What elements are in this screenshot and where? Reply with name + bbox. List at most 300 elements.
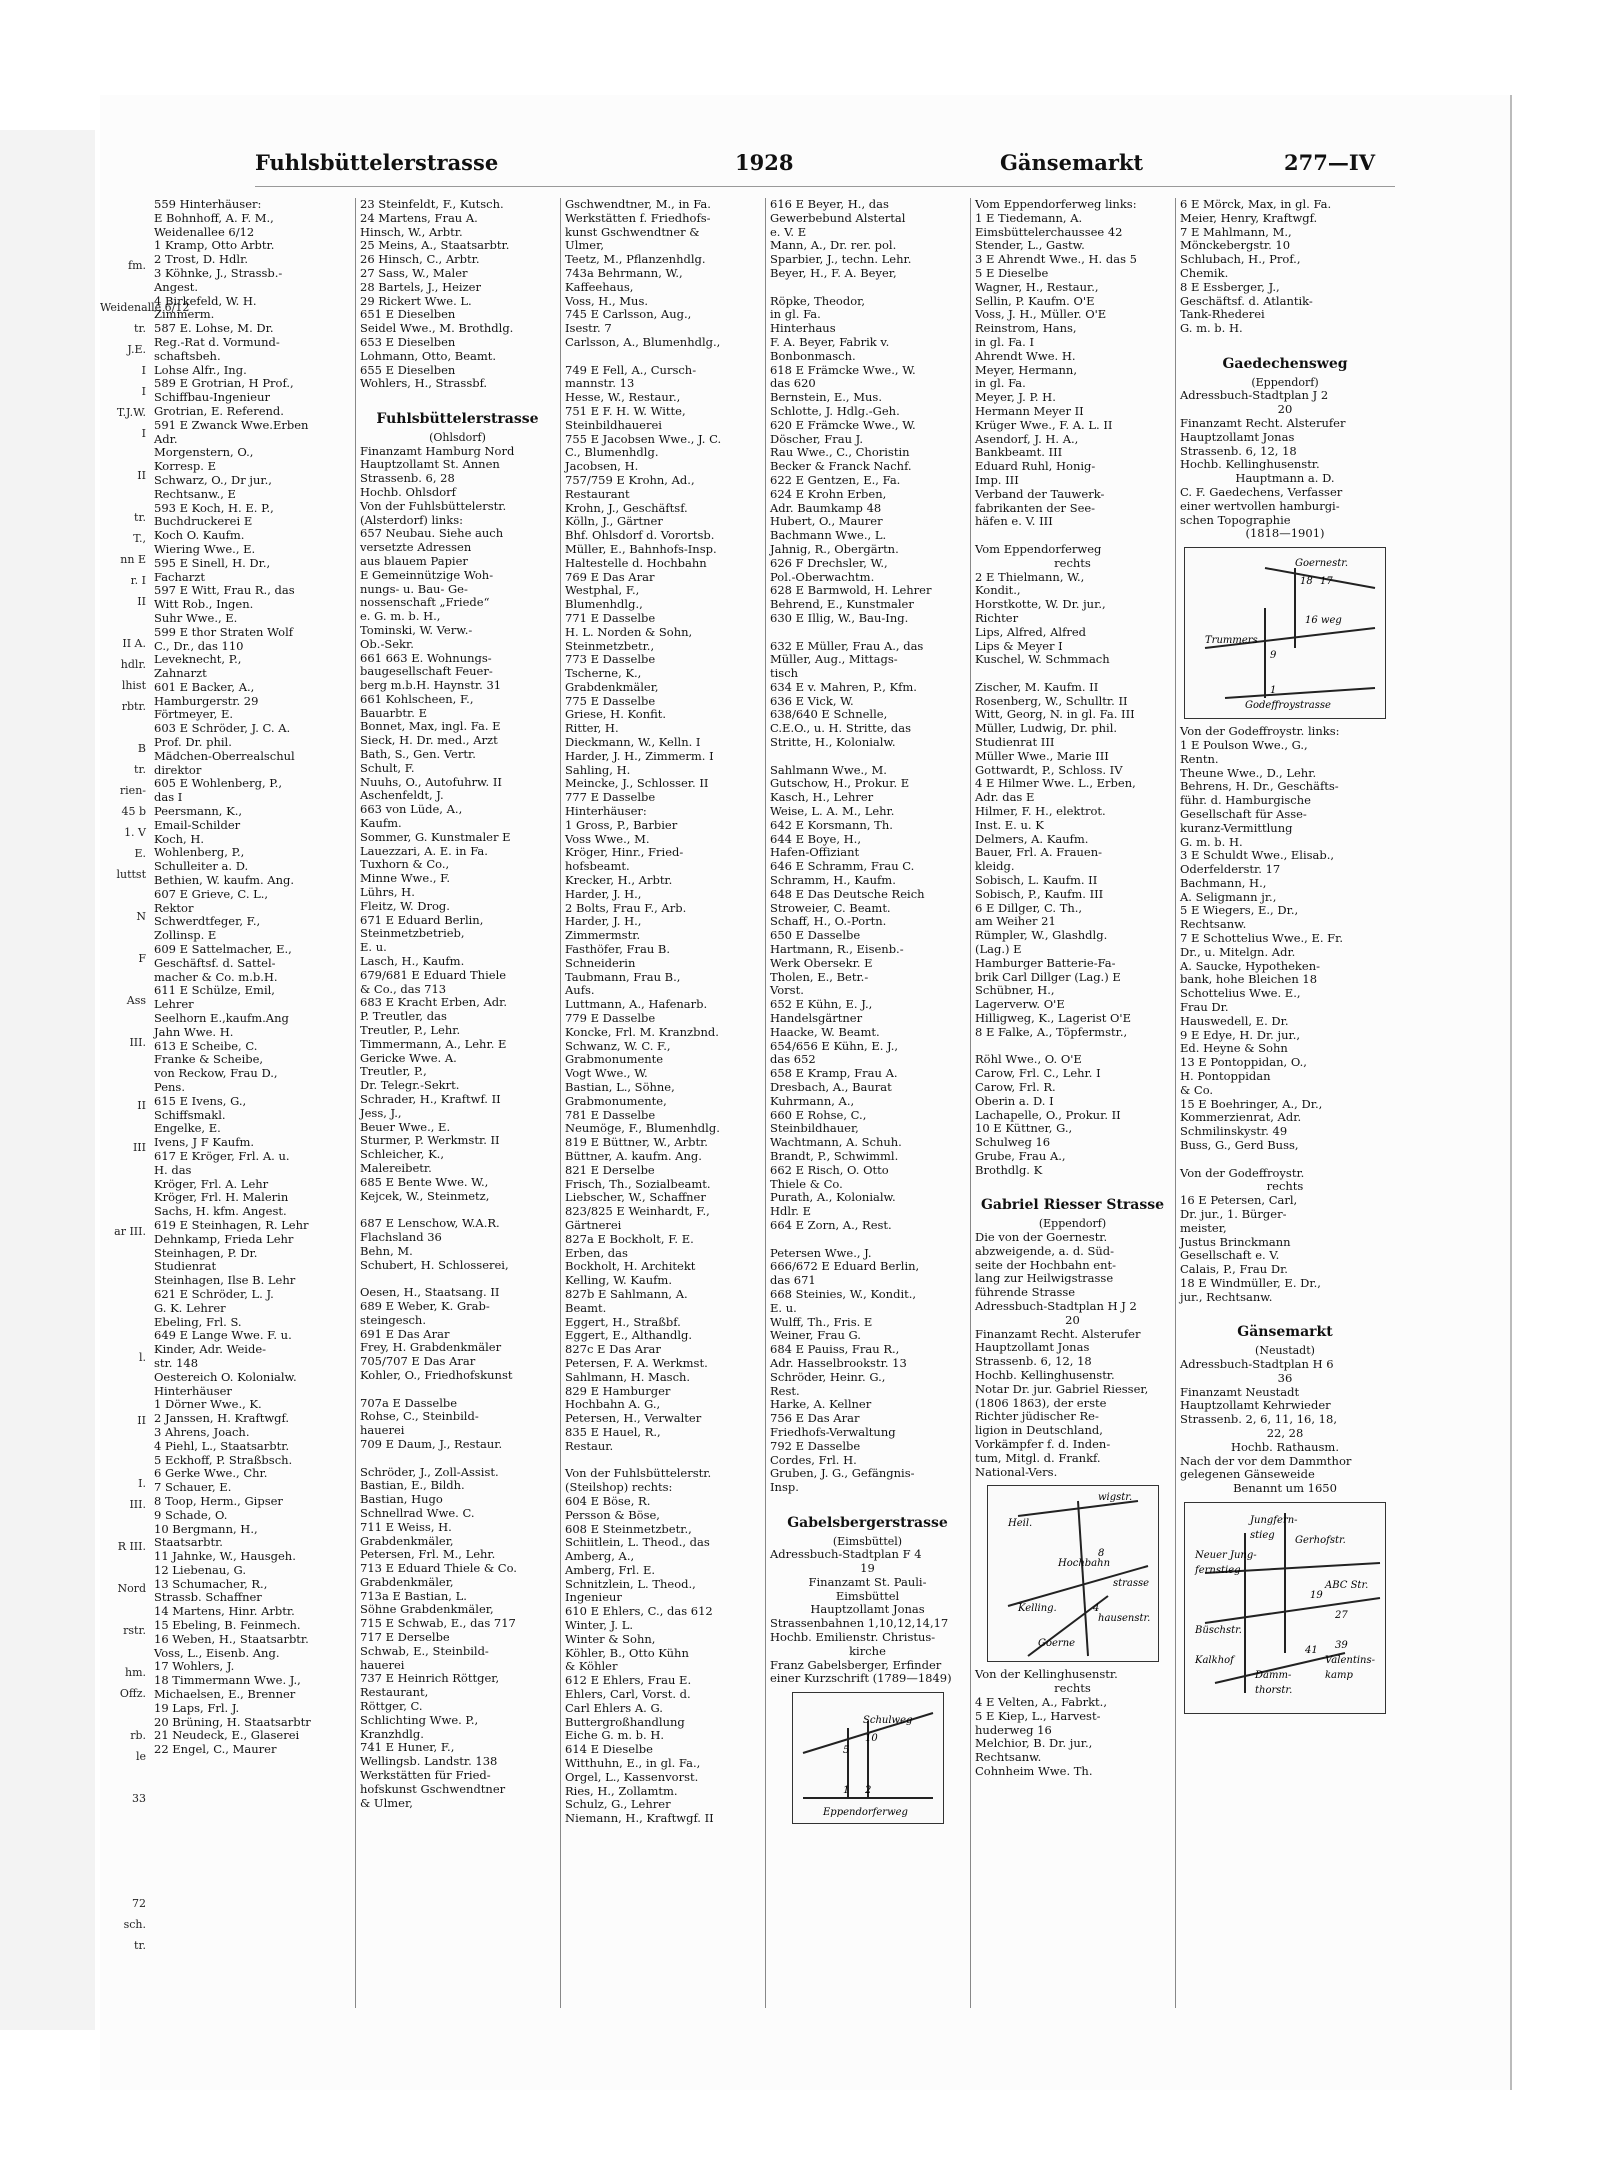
directory-entry: Koch O. Kaufm. — [154, 528, 245, 543]
map-label: Valentins- — [1325, 1654, 1375, 1666]
directory-entry: Bauarbtr. E — [360, 705, 427, 720]
directory-entry: Lührs, H. — [360, 885, 415, 900]
directory-entry: Rentn. — [1180, 751, 1219, 766]
directory-entry: 3 Ahrens, Joach. — [154, 1424, 250, 1439]
street-heading: Gabelsbergerstrasse — [787, 1514, 948, 1531]
street-info-line: Hauptmann a. D. — [1235, 471, 1335, 486]
left-strip-fragment — [100, 927, 146, 948]
left-strip-fragment: hdlr. — [120, 658, 146, 671]
directory-entry: Carow, Frl. R. — [975, 1080, 1056, 1094]
directory-entry: Carl Ehlers A. G. — [565, 1700, 663, 1715]
column-4 — [765, 198, 965, 2008]
directory-entry: Ebeling, Frl. S. — [154, 1314, 242, 1329]
street-info-line: kirche — [849, 1643, 886, 1658]
directory-entry: Hochb. Kellinghusenstr. — [975, 1367, 1115, 1382]
directory-entry: Ed. Heyne & Sohn — [1180, 1041, 1288, 1056]
directory-entry: Amberg, A., — [565, 1549, 635, 1564]
directory-entry: am Weiher 21 — [975, 914, 1056, 929]
directory-entry: Steinbildhauer, — [770, 1121, 859, 1136]
directory-entry: Restaur. — [565, 1438, 614, 1453]
directory-entry: tum, Mitgl. d. Frankf. — [975, 1450, 1101, 1465]
directory-entry: fabrikanten der See- — [975, 500, 1096, 515]
left-strip-fragment — [100, 1284, 146, 1305]
left-strip-fragment — [100, 1389, 146, 1410]
directory-entry: Meier, Henry, Kraftwgf. — [1180, 210, 1318, 225]
directory-entry: meister, — [1180, 1220, 1227, 1235]
directory-entry: Oderfelderstr. 17 — [1180, 862, 1281, 877]
directory-entry: Email-Schilder — [154, 817, 241, 832]
directory-entry: 2 Trost, D. Hdlr. — [154, 252, 248, 267]
directory-entry: Korresp. E — [154, 459, 216, 474]
directory-entry: Hdlr. E — [770, 1204, 812, 1219]
map-label: 1 — [1270, 685, 1277, 697]
directory-entry: 685 E Bente Wwe. W., — [360, 1174, 489, 1189]
directory-entry: 773 E Dasselbe — [565, 652, 656, 667]
directory-entry: C. F. Gaedechens, Verfasser — [1180, 484, 1343, 499]
directory-entry: Sieck, H. Dr. med., Arzt — [360, 733, 498, 748]
directory-entry: 608 E Steinmetzbetr., — [565, 1521, 692, 1536]
directory-entry: Müller, Aug., Mittags- — [770, 652, 898, 667]
directory-entry: direktor — [154, 762, 202, 777]
directory-entry: Hinsch, W., Arbtr. — [360, 224, 463, 239]
directory-entry: steingesch. — [360, 1312, 426, 1327]
street-info-line: 20 — [1065, 1312, 1080, 1327]
directory-entry: Meyer, J. P. H. — [975, 390, 1056, 405]
directory-entry: hofsbeamt. — [565, 859, 630, 874]
directory-entry: 595 E Sinell, H. Dr., — [154, 555, 271, 570]
directory-entry: 829 E Hamburger — [565, 1383, 671, 1398]
directory-entry: 638/640 E Schnelle, — [770, 707, 888, 722]
directory-entry: Eggert, E., Althandlg. — [565, 1328, 693, 1343]
left-strip-fragment — [100, 1851, 146, 1872]
left-strip-fragment: II — [137, 469, 146, 482]
directory-entry: 11 Jahnke, W., Hausgeh. — [154, 1549, 296, 1564]
directory-entry: Weidenallee 6/12 — [154, 224, 255, 239]
directory-entry: Schrader, H., Kraftwf. II — [360, 1092, 501, 1106]
directory-entry: Ingenieur — [565, 1590, 622, 1605]
directory-entry: Notar Dr. jur. Gabriel Riesser, — [975, 1381, 1149, 1396]
directory-entry: 3 E Ahrendt Wwe., H. das 5 — [975, 252, 1137, 267]
directory-entry: 8 E Essberger, J., — [1180, 279, 1280, 294]
left-strip-fragment: nn E — [120, 553, 146, 566]
directory-entry: Fleitz, W. Drog. — [360, 898, 450, 913]
directory-entry: Adressbuch-Stadtplan H 6 — [1180, 1356, 1334, 1371]
directory-entry: Müller, E., Bahnhofs-Insp. — [565, 541, 717, 556]
directory-entry: Kröger, Hinr., Fried- — [565, 845, 684, 860]
map-label: 41 — [1305, 1644, 1318, 1656]
directory-entry: Theune Wwe., D., Lehr. — [1180, 765, 1317, 780]
directory-entry: Pens. — [154, 1080, 185, 1094]
directory-columns — [150, 198, 1400, 2008]
directory-entry — [360, 1203, 555, 1217]
directory-entry: Cordes, Frl. H. — [770, 1452, 857, 1467]
district-label: (Neustadt) — [1255, 1344, 1315, 1358]
left-strip-fragment: II — [137, 595, 146, 608]
directory-entry: Ivens, J F Kaufm. — [154, 1135, 255, 1150]
map-label: 10 — [864, 1733, 878, 1745]
street-heading: Gaedechensweg — [1222, 355, 1348, 372]
directory-entry: häfen e. V. III — [975, 514, 1053, 529]
left-strip-fragment: I. — [138, 1477, 146, 1490]
header-street-right: Gänsemarkt — [1000, 150, 1144, 175]
directory-entry: Schübner, H., — [975, 983, 1055, 998]
directory-entry: (Alsterdorf) links: — [360, 512, 463, 527]
directory-entry: Vorkämpfer f. d. Inden- — [975, 1436, 1111, 1451]
directory-entry: Steinhagen, Ilse B. Lehr — [154, 1273, 296, 1288]
directory-entry: 709 E Daum, J., Restaur. — [360, 1436, 503, 1451]
directory-entry: & Co., das 713 — [360, 981, 447, 996]
directory-entry: & Köhler — [565, 1659, 618, 1674]
left-strip-fragment — [100, 1431, 146, 1452]
directory-entry: 610 E Ehlers, C., das 612 — [565, 1604, 713, 1619]
directory-entry: Vom Eppendorferweg links: — [975, 197, 1137, 211]
header-year: 1928 — [735, 150, 794, 175]
directory-entry: Hermann Meyer II — [975, 403, 1084, 418]
directory-entry: 827c E Das Arar — [565, 1342, 661, 1357]
directory-entry: Bankbeamt. III — [975, 445, 1063, 460]
directory-entry: 25 Meins, A., Staatsarbtr. — [360, 238, 510, 253]
directory-entry: Schröder, Heinr. G., — [770, 1369, 886, 1384]
directory-entry: Reinstrom, Hans, — [975, 321, 1077, 336]
directory-entry: Wiering Wwe., E. — [154, 541, 256, 556]
left-strip-fragment: 1. V — [124, 826, 146, 839]
street-map-riesser — [987, 1485, 1159, 1662]
directory-entry: Flachsland 36 — [360, 1229, 442, 1244]
directory-entry: Chemik. — [1180, 265, 1229, 280]
directory-entry: Brandt, P., Schwimml. — [770, 1148, 899, 1163]
directory-entry: Petersen, F. A. Werkmst. — [565, 1355, 708, 1370]
directory-entry: Leveknecht, P., — [154, 652, 242, 667]
directory-entry: Geschäftsf. d. Atlantik- — [1180, 293, 1313, 308]
directory-entry: 6 Gerke Wwe., Chr. — [154, 1466, 268, 1481]
directory-entry: seite der Hochbahn ent- — [975, 1257, 1116, 1272]
directory-entry: Schult, F. — [360, 760, 415, 775]
directory-entry: das 652 — [770, 1052, 816, 1067]
directory-entry: Pol.-Oberwachtm. — [770, 569, 875, 584]
directory-entry: 644 E Boye, H., — [770, 831, 861, 846]
directory-entry: Hochb. Emilienstr. Christus- — [770, 1630, 936, 1645]
directory-entry: 779 E Dasselbe — [565, 1011, 656, 1026]
directory-entry: 626 F Drechsler, W., — [770, 555, 888, 570]
directory-entry: nungs- u. Bau- Ge- — [360, 581, 468, 596]
directory-entry — [975, 529, 1170, 543]
directory-entry: Zischer, M. Kaufm. II — [975, 679, 1099, 694]
directory-entry: Petersen, H., Verwalter — [565, 1411, 702, 1426]
directory-entry: Von der Godeffroystr. — [1180, 1165, 1305, 1180]
directory-entry: 19 Laps, Frl. J. — [154, 1700, 240, 1715]
map-label: Schulweg — [862, 1715, 912, 1727]
district-label: (Ohlsdorf) — [429, 430, 486, 444]
directory-entry: Sahling, H. — [565, 762, 631, 777]
directory-entry: 15 E Boehringer, A., Dr., — [1180, 1096, 1323, 1111]
map-label: Büschstr. — [1195, 1624, 1242, 1636]
directory-entry: 5 E Wiegers, E., Dr., — [1180, 903, 1299, 918]
directory-entry: Frey, H. Grabdenkmäler — [360, 1340, 502, 1355]
directory-entry: 705/707 E Das Arar — [360, 1354, 476, 1369]
directory-entry: kleidg. — [975, 859, 1015, 874]
directory-entry: 827b E Sahlmann, A. — [565, 1286, 688, 1301]
directory-entry: Hauptzollamt Jonas — [1180, 429, 1295, 444]
directory-entry: Hilligweg, K., Lagerist O'E — [975, 1011, 1131, 1026]
directory-entry: lang zur Heilwigstrasse — [975, 1271, 1114, 1286]
street-map-gaedechens — [1184, 547, 1386, 719]
directory-entry: brik Carl Dillger (Lag.) E — [975, 969, 1121, 984]
directory-entry: 2 Bolts, Frau F., Arb. — [565, 900, 687, 915]
directory-entry: Kelling, W. Kaufm. — [565, 1273, 672, 1288]
directory-entry: Eggert, H., Straßbf. — [565, 1314, 681, 1329]
directory-entry: 630 E Illig, W., Bau-Ing. — [770, 610, 909, 625]
left-strip-fragment — [100, 1809, 146, 1830]
directory-entry: Bath, S., Gen. Vertr. — [360, 747, 476, 762]
directory-entry: 711 E Weiss, H. — [360, 1519, 452, 1534]
map-label: Hochbahn — [1057, 1558, 1110, 1570]
directory-entry: 650 E Dasselbe — [770, 928, 861, 943]
directory-entry: Steinmetzbetrieb, — [360, 926, 465, 941]
column-5 — [970, 198, 1170, 2008]
directory-entry: Adr. — [154, 431, 178, 446]
directory-entry: 559 Hinterhäuser: — [154, 197, 262, 211]
directory-entry: Ob.-Sekr. — [360, 636, 414, 651]
directory-entry: Teetz, M., Pflanzenhdlg. — [565, 252, 706, 267]
directory-entry: 9 E Edye, H. Dr. jur., — [1180, 1027, 1301, 1042]
directory-entry: Hauswedell, E. Dr. — [1180, 1013, 1289, 1028]
directory-entry: Frisch, Th., Sozialbeamt. — [565, 1176, 711, 1191]
directory-entry: Steinbildhauerei — [565, 417, 662, 432]
map-label: 27 — [1335, 1609, 1348, 1621]
directory-entry: Mönckebergstr. 10 — [1180, 238, 1291, 253]
left-strip-fragment: rbtr. — [121, 700, 146, 713]
directory-entry: 658 E Kramp, Frau A. — [770, 1066, 898, 1081]
directory-entry: Kuschel, W. Schmmach — [975, 652, 1110, 667]
directory-entry: Rosenberg, W., Schulltr. II — [975, 693, 1128, 708]
left-strip-fragment — [100, 1263, 146, 1284]
directory-entry: jur., Rechtsanw. — [1180, 1289, 1273, 1304]
directory-entry: 16 E Petersen, Carl, — [1180, 1193, 1298, 1208]
directory-entry: 661 Kohlscheen, F., — [360, 691, 474, 706]
directory-entry: 14 Martens, Hinr. Arbtr. — [154, 1604, 295, 1619]
directory-entry: Finanzamt Neustadt — [1180, 1384, 1300, 1399]
directory-entry: Tominski, W. Verw.- — [360, 622, 473, 637]
directory-entry: Witthuhn, E., in gl. Fa., — [565, 1756, 701, 1771]
directory-entry: Schubert, H. Schlosserei, — [360, 1257, 509, 1272]
directory-entry — [770, 626, 965, 640]
map-label: ABC Str. — [1325, 1579, 1369, 1591]
directory-entry: Strassb. Schaffner — [154, 1590, 262, 1605]
directory-entry: National-Vers. — [975, 1464, 1058, 1479]
directory-entry: Hochbahn A. G., — [565, 1397, 661, 1412]
directory-entry: E. u. — [770, 1300, 797, 1315]
directory-entry: Haltestelle d. Hochbahn — [565, 555, 707, 570]
directory-entry — [360, 1272, 555, 1286]
directory-entry: Weiner, Frau G. — [770, 1328, 861, 1343]
directory-entry: Lehrer — [154, 997, 194, 1012]
directory-entry: Döscher, Frau J. — [770, 431, 864, 446]
directory-entry: kunst Gschwendtner & — [565, 224, 700, 239]
directory-entry: Eimsbüttelerchaussee 42 — [975, 224, 1123, 239]
directory-entry: Büttner, A. kaufm. Ang. — [565, 1148, 702, 1163]
directory-entry: 751 E F. H. W. Witte, — [565, 403, 686, 418]
directory-entry: Ulmer, — [565, 238, 604, 253]
directory-entry: A. Seligmann jr., — [1180, 889, 1277, 904]
left-strip-fragment — [100, 1326, 146, 1347]
directory-entry: 684 E Pauiss, Frau R., — [770, 1342, 900, 1357]
directory-entry: Hartmann, R., Eisenb.- — [770, 942, 904, 957]
directory-entry: Hauptzollamt Kehrwieder — [1180, 1398, 1331, 1413]
directory-entry: Jess, J., — [360, 1105, 402, 1120]
directory-entry: Schwab, E., Steinbild- — [360, 1643, 489, 1658]
directory-entry: Steinhagen, P. Dr. — [154, 1245, 258, 1260]
directory-entry: Niemann, H., Kraftwgf. II — [565, 1811, 714, 1826]
street-info-line: rechts — [1054, 1681, 1091, 1696]
directory-entry: Amberg, Frl. E. — [565, 1562, 656, 1577]
directory-entry: Von der Fuhlsbüttelerstr. — [565, 1466, 712, 1481]
map-label: 2 — [864, 1785, 871, 1797]
directory-entry: Oestereich O. Kolonialw. — [154, 1369, 297, 1384]
left-strip-fragment — [100, 1179, 146, 1200]
directory-entry: Bethien, W. kaufm. Ang. — [154, 873, 295, 888]
directory-entry: tisch — [770, 666, 799, 681]
left-strip-fragment: tr. — [134, 763, 146, 776]
street-info-line: 22, 28 — [1266, 1425, 1304, 1440]
directory-entry: Werkstätten für Fried- — [360, 1768, 491, 1783]
directory-entry: kuranz-Vermittlung — [1180, 820, 1293, 835]
directory-entry: Wohlers, H., Strassbf. — [360, 376, 488, 391]
directory-entry — [565, 350, 760, 364]
directory-entry: 618 E Främcke Wwe., W. — [770, 362, 916, 377]
directory-entry: Isestr. 7 — [565, 321, 612, 336]
directory-entry: Tank-Rhederei — [1180, 307, 1265, 322]
directory-entry: Oberin a. D. I — [975, 1093, 1054, 1108]
directory-entry: Strassenb. 6, 12, 18 — [1180, 443, 1297, 458]
directory-entry: 4 E Hilmer Wwe. L., Erben, — [975, 776, 1136, 791]
directory-entry: Wagner, H., Restaur., — [975, 279, 1099, 294]
directory-entry: Harder, J. H., — [565, 914, 642, 929]
directory-entry: Hesse, W., Restaur., — [565, 390, 681, 405]
directory-entry: Richter — [975, 610, 1019, 625]
directory-entry: Staatsarbtr. — [154, 1535, 223, 1550]
directory-entry: Strassenb. 6, 28 — [360, 471, 455, 486]
directory-entry: Angest. — [154, 279, 199, 294]
directory-entry: in gl. Fa. — [975, 376, 1026, 391]
directory-entry: 823/825 E Weinhardt, F., — [565, 1204, 710, 1219]
directory-entry: Justus Brinckmann — [1180, 1234, 1291, 1249]
directory-entry: Grabmonumente, — [565, 1093, 667, 1108]
directory-entry: & Ulmer, — [360, 1795, 413, 1810]
directory-entry: Schramm, H., Kaufm. — [770, 873, 896, 888]
directory-entry: Koncke, Frl. M. Kranzbnd. — [565, 1024, 719, 1039]
directory-entry: Studienrat — [154, 1259, 217, 1274]
directory-entry: Schlubach, H., Prof., — [1180, 252, 1301, 267]
directory-entry: Werkstätten f. Friedhofs- — [565, 210, 711, 225]
directory-entry: 792 E Dasselbe — [770, 1438, 861, 1453]
directory-entry: Griese, H. Konfit. — [565, 707, 667, 722]
directory-entry: 771 E Dasselbe — [565, 610, 656, 625]
directory-entry: & Co. — [1180, 1082, 1214, 1097]
directory-entry: Ehlers, Carl, Vorst. d. — [565, 1687, 691, 1702]
directory-entry: Rest. — [770, 1383, 800, 1398]
left-strip-fragment — [100, 1368, 146, 1389]
directory-entry: 614 E Dieselbe — [565, 1742, 653, 1757]
directory-entry: 27 Sass, W., Maler — [360, 265, 468, 280]
map-label: 19 — [1310, 1589, 1323, 1601]
district-label: (Eimsbüttel) — [832, 1534, 903, 1548]
directory-entry: Harder, J. H., Zimmerm. I — [565, 748, 714, 763]
directory-entry: Stender, L., Gastw. — [975, 238, 1085, 253]
directory-entry: Bauer, Frl. A. Frauen- — [975, 845, 1102, 860]
directory-entry: 18 E Windmüller, E. Dr., — [1180, 1276, 1321, 1290]
directory-entry: Carlsson, A., Blumenhdlg., — [565, 334, 721, 349]
directory-entry: 642 E Korsmann, Th. — [770, 817, 893, 832]
map-label: 17 — [1320, 576, 1333, 588]
directory-entry: 624 E Krohn Erben, — [770, 486, 887, 501]
directory-entry: Schulz, G., Lehrer — [565, 1797, 671, 1812]
directory-entry: Insp. — [770, 1480, 799, 1495]
left-strip-fragment: II A. — [122, 637, 146, 650]
directory-entry: 651 E Dieselben — [360, 307, 456, 322]
left-strip-fragment: 45 b — [121, 805, 146, 818]
directory-entry: Brothdlg. K — [975, 1162, 1043, 1177]
directory-entry: Hilmer, F. H., elektrot. — [975, 804, 1106, 819]
directory-entry: Nach der vor dem Dammthor — [1180, 1453, 1352, 1468]
directory-entry — [770, 281, 965, 295]
directory-entry: 835 E Hauel, R., — [565, 1424, 661, 1439]
directory-entry — [975, 1178, 1170, 1192]
directory-entry: Bachmann Wwe., L. — [770, 528, 887, 543]
directory-entry: Schulweg 16 — [975, 1135, 1051, 1150]
map-label: Neuer Jung- — [1195, 1549, 1257, 1561]
directory-entry: huderweg 16 — [975, 1722, 1052, 1737]
directory-entry: Krohn, J., Geschäftsf. — [565, 500, 688, 515]
directory-entry: Lips & Meyer I — [975, 638, 1063, 653]
left-strip-fragment — [100, 276, 146, 297]
directory-entry: Schiitlein, L. Theod., das — [565, 1535, 710, 1550]
column-2 — [355, 198, 555, 2008]
directory-entry: 634 E v. Mahren, P., Kfm. — [770, 679, 917, 694]
directory-entry: Nuuhs, O., Autofuhrw. II — [360, 774, 502, 789]
directory-entry: 715 E Schwab, E., das 717 — [360, 1616, 516, 1631]
directory-entry: Kaffeehaus, — [565, 279, 634, 294]
directory-entry: 717 E Derselbe — [360, 1630, 450, 1645]
directory-entry: Voss, L., Eisenb. Ang. — [154, 1645, 280, 1660]
street-heading: Gabriel Riesser Strasse — [980, 1197, 1165, 1214]
directory-entry: in gl. Fa. — [770, 307, 821, 322]
directory-entry: Von der Fuhlsbüttelerstr. — [360, 498, 507, 513]
directory-entry: Eduard Ruhl, Honig- — [975, 459, 1096, 474]
directory-entry: Vogt Wwe., W. — [565, 1066, 648, 1081]
directory-entry: Werk Obersekr. E — [770, 955, 873, 970]
directory-entry: in gl. Fa. I — [975, 334, 1034, 349]
left-strip-fragment: II — [137, 1099, 146, 1112]
directory-entry: Schulleiter a. D. — [154, 859, 249, 874]
directory-entry: Kölln, J., Gärtner — [565, 514, 663, 529]
directory-entry: Aufs. — [565, 983, 595, 998]
directory-entry — [360, 1383, 555, 1397]
directory-entry: Hafen-Offiziant — [770, 845, 860, 860]
directory-entry: Geschäftsf. d. Sattel- — [154, 955, 276, 970]
street-info-line: 36 — [1277, 1370, 1293, 1385]
directory-entry: Kondit., — [975, 583, 1021, 598]
directory-entry: Mädchen-Oberrealschul — [154, 748, 295, 763]
directory-entry: Taubmann, Frau B., — [565, 969, 681, 984]
left-strip-fragment — [100, 969, 146, 990]
directory-entry: Schwarz, O., Dr jur., — [154, 472, 272, 487]
directory-entry: 654/656 E Kühn, E. J., — [770, 1038, 899, 1053]
directory-entry: Thiele & Co. — [770, 1176, 843, 1191]
directory-entry: Jacobsen, H. — [565, 459, 639, 474]
directory-entry: Petersen, Frl. M., Lehr. — [360, 1547, 496, 1562]
directory-entry: str. 148 — [154, 1355, 199, 1370]
directory-entry: Tuxhorn & Co., — [360, 857, 450, 872]
